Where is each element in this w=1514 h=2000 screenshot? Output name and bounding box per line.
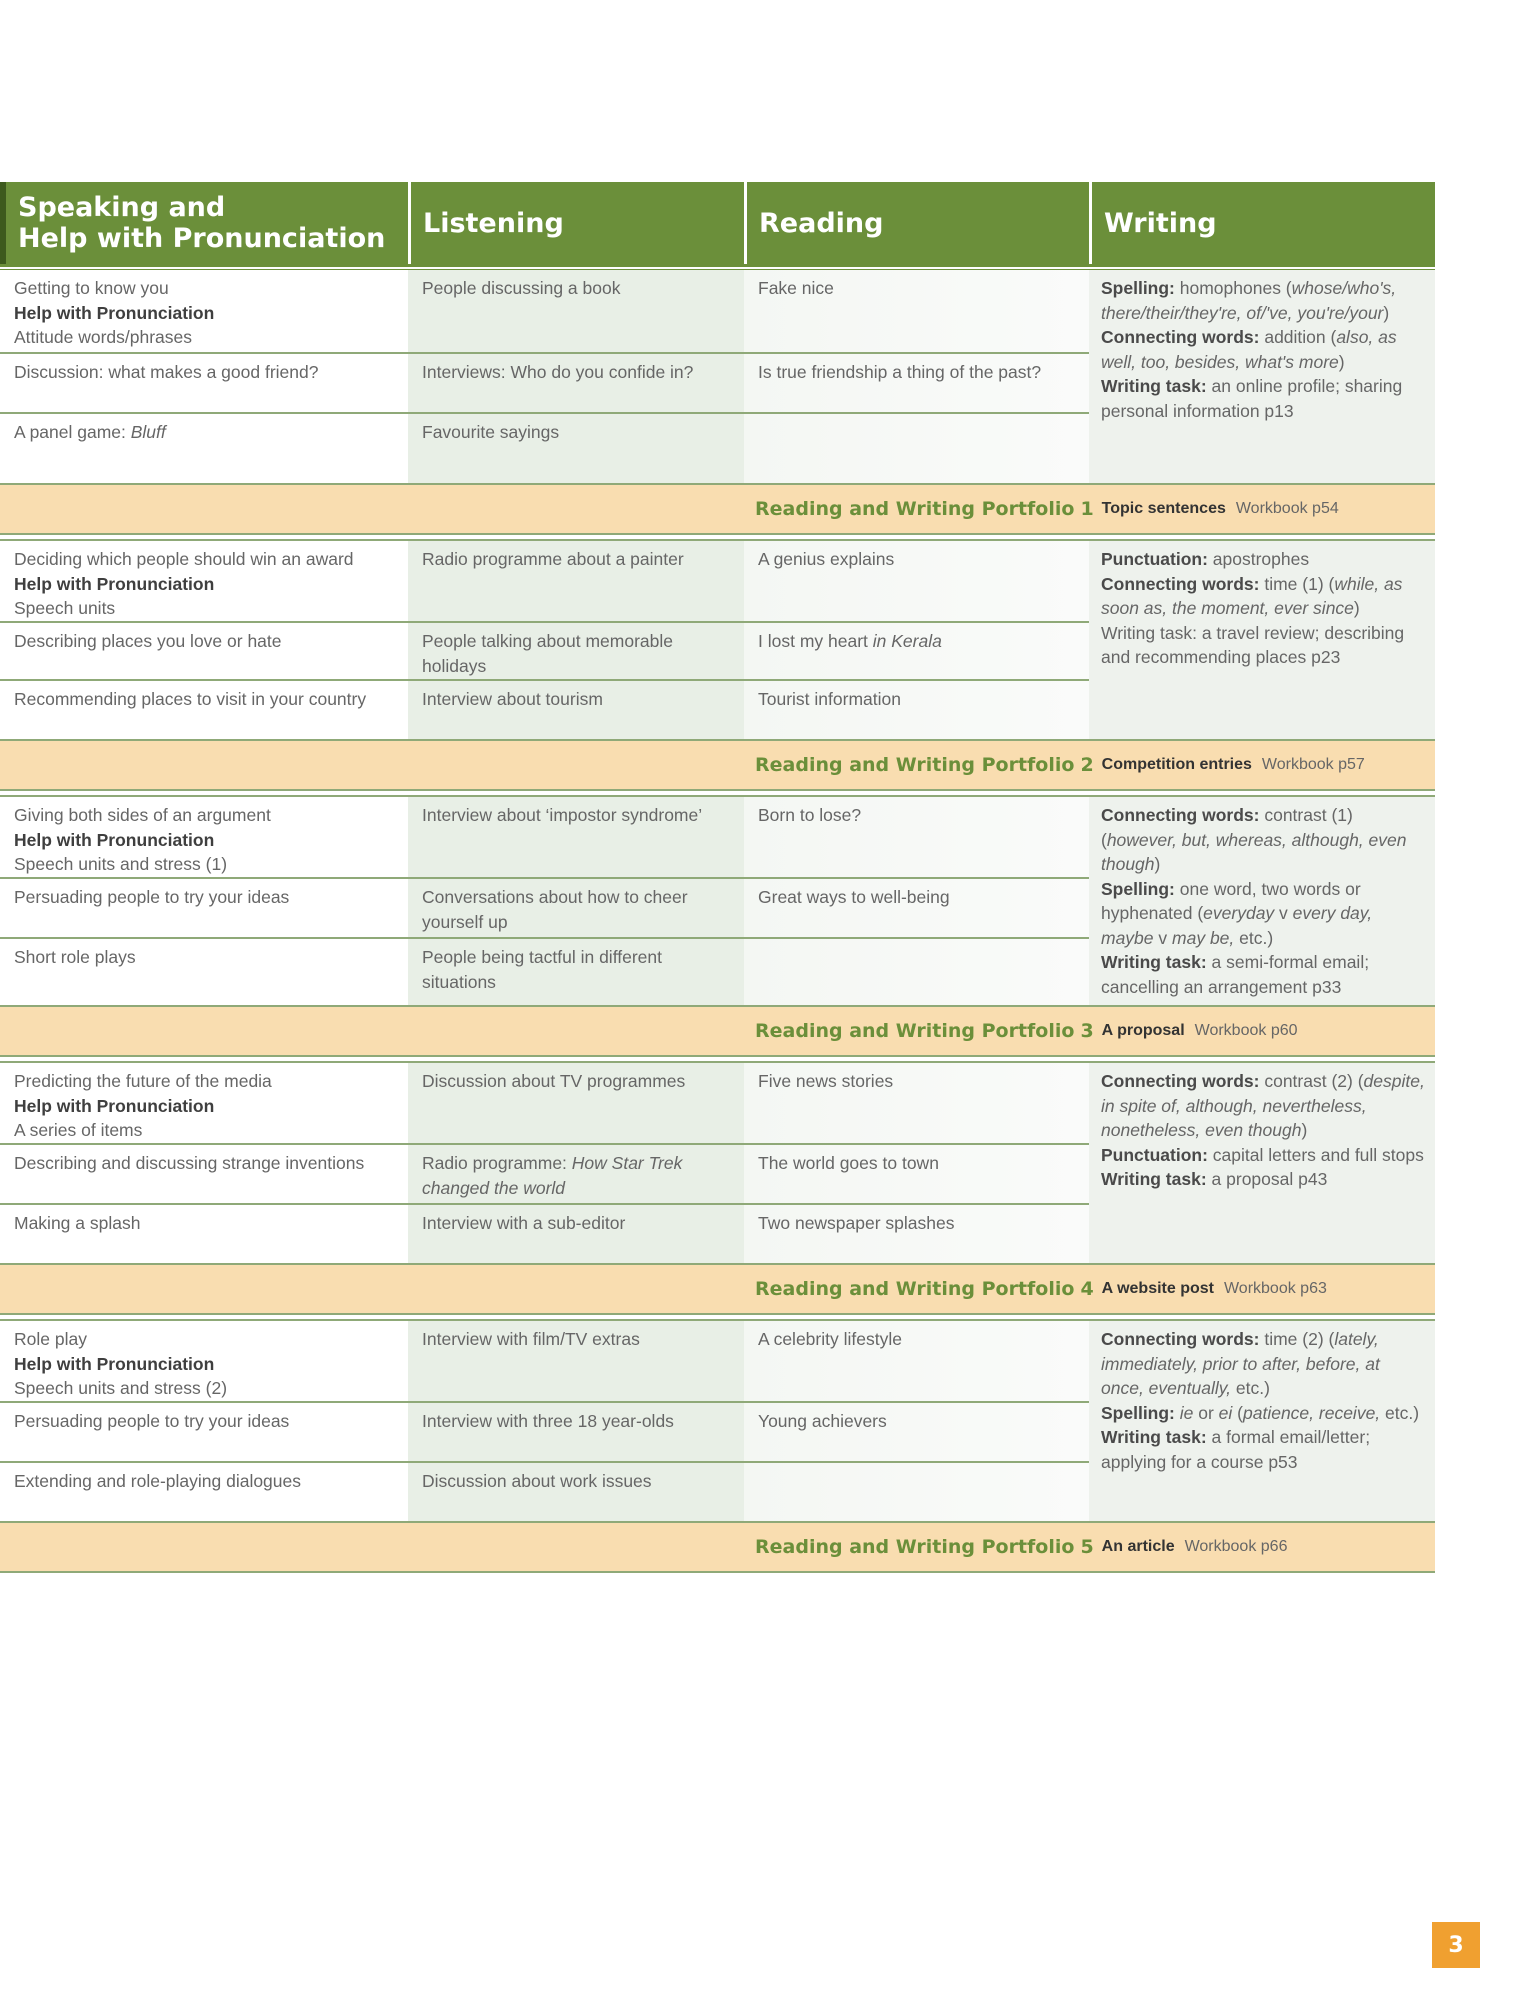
listening-cell: Discussion about TV programmes (422, 1071, 686, 1091)
speaking-cell: Discussion: what makes a good friend? (14, 362, 319, 382)
writing-item-label: Connecting words: (1101, 327, 1260, 347)
writing-item-examples: may be, (1172, 927, 1235, 948)
writing-item-label: Spelling: (1101, 278, 1175, 298)
help-with-pronunciation-label: Help with Pronunciation (14, 573, 215, 594)
table-row (0, 1063, 1089, 1143)
reading-cell: Fake nice (758, 278, 834, 298)
table-row (0, 414, 1089, 474)
writing-item-text: contrast (1) ( (1101, 805, 1353, 850)
listening-cell: People discussing a book (422, 278, 621, 298)
writing-item-text: a formal email/letter; applying for a course p53 (1101, 1427, 1371, 1472)
speaking-cell (0, 270, 408, 350)
speaking-cell (0, 797, 408, 877)
header-reading: Reading (744, 182, 1089, 264)
portfolio-bar (0, 1521, 1435, 1573)
speaking-cell (0, 541, 408, 621)
writing-item-text: a semi-formal email; cancelling an arrangement p33 (1101, 952, 1370, 997)
writing-item (1101, 621, 1425, 670)
portfolio-number: 1 (1080, 498, 1094, 520)
reading-cell (744, 939, 1089, 945)
unit-1 (0, 270, 1435, 483)
writing-cell (1089, 1063, 1435, 1263)
portfolio-workbook-ref: Workbook p60 (1194, 1022, 1298, 1039)
header-listening: Listening (408, 182, 744, 264)
reading-cell (744, 414, 1089, 420)
writing-item-text: ) (1383, 302, 1390, 323)
writing-item-text: a proposal p43 (1206, 1169, 1328, 1189)
portfolio-focus: An article (1101, 1538, 1175, 1555)
table-row (0, 1463, 1089, 1521)
portfolio-bar (0, 1263, 1435, 1315)
writing-item-text: addition ( (1259, 327, 1337, 347)
listening-cell: People being tactful in different situations (422, 947, 662, 992)
writing-item (1101, 1143, 1425, 1168)
reading-cell: Is true friendship a thing of the past? (758, 362, 1042, 382)
unit-4 (0, 1063, 1435, 1263)
listening-cell: Interview about ‘impostor syndrome’ (422, 805, 703, 825)
header-speaking-line2: Help with Pronunciation (18, 223, 386, 254)
writing-item-text: ) (1338, 351, 1345, 372)
reading-cell: Young achievers (758, 1411, 887, 1431)
unit-2 (0, 541, 1435, 739)
pronunciation-topic: Speech units (14, 598, 116, 618)
writing-item-text: or (1193, 1402, 1219, 1423)
writing-item-text: one word, two words or hyphenated ( (1101, 878, 1361, 923)
writing-item-examples: lately, immediately, prior to after, before, at once, eventually, (1101, 1329, 1380, 1398)
writing-item-label: Writing task: (1101, 952, 1207, 972)
writing-item-text: ) (1154, 854, 1161, 874)
writing-item-text: v (1274, 903, 1293, 923)
writing-cell (1089, 797, 1435, 1005)
reading-cell: A celebrity lifestyle (758, 1329, 902, 1349)
portfolio-number: 4 (1080, 1278, 1094, 1300)
table-row (0, 541, 1089, 621)
table-row (0, 1403, 1089, 1461)
reading-text: I lost my heart (758, 631, 873, 651)
writing-item-label: Writing task: (1101, 1169, 1207, 1189)
help-with-pronunciation-label: Help with Pronunciation (14, 829, 215, 850)
writing-item-examples: also, as well, too, besides, what's more (1101, 327, 1397, 372)
writing-item-text: capital letters and full stops (1207, 1144, 1424, 1165)
reading-cell: Born to lose? (758, 805, 862, 825)
writing-item (1101, 877, 1425, 951)
writing-item (1101, 1327, 1425, 1401)
speaking-cell: Persuading people to try your ideas (14, 1411, 290, 1431)
table-row (0, 623, 1089, 679)
reading-cell: Great ways to well-being (758, 887, 950, 907)
page-number: 3 (1432, 1922, 1480, 1968)
pronunciation-topic: Attitude words/phrases (14, 327, 193, 347)
listening-cell: Interview with a sub-editor (422, 1213, 626, 1233)
speaking-cell: Recommending places to visit in your country (14, 689, 367, 709)
portfolio-bar (0, 739, 1435, 791)
writing-item-text: ) (1301, 1120, 1308, 1140)
writing-item (1101, 325, 1425, 374)
writing-item-text: ( (1232, 1402, 1243, 1423)
portfolio-title: Reading and Writing Portfolio (755, 754, 1075, 776)
pronunciation-topic: Speech units and stress (1) (14, 854, 228, 874)
writing-item-text: etc.) (1231, 1378, 1270, 1398)
writing-cell (1089, 1321, 1435, 1521)
writing-item-label: Connecting words: (1101, 805, 1260, 825)
writing-item-label: Writing task: (1101, 1427, 1207, 1447)
speaking-topic: Role play (14, 1329, 87, 1349)
writing-item-examples: everyday (1203, 903, 1275, 923)
table-header (0, 182, 1435, 264)
table-row (0, 1205, 1089, 1263)
writing-item (1101, 1069, 1425, 1143)
listening-cell: Conversations about how to cheer yourself up (422, 887, 688, 932)
table-row (0, 939, 1089, 1005)
listening-cell: People talking about memorable holidays (422, 631, 673, 676)
help-with-pronunciation-label: Help with Pronunciation (14, 1353, 215, 1374)
reading-text-italic: in Kerala (872, 631, 942, 651)
writing-item-text: etc.) (1234, 927, 1274, 948)
portfolio-focus: Topic sentences (1101, 500, 1226, 517)
writing-item-examples: whose/who's, there/their/they're, of/'ve, you're/your (1101, 278, 1397, 323)
writing-item-examples: every day, maybe (1101, 903, 1373, 948)
unit-5 (0, 1321, 1435, 1521)
speaking-topic: Predicting the future of the media (14, 1071, 272, 1091)
writing-item-label: Punctuation: (1101, 549, 1208, 569)
speaking-cell: Describing places you love or hate (14, 631, 282, 651)
writing-item-label: Connecting words: (1101, 1071, 1260, 1091)
speaking-topic: Deciding which people should win an award (14, 549, 354, 569)
table-row (0, 879, 1089, 937)
listening-cell: Interview with three 18 year-olds (422, 1411, 674, 1431)
reading-cell: The world goes to town (758, 1153, 939, 1173)
speaking-topic: Getting to know you (14, 278, 169, 298)
listening-text: Radio programme: (422, 1153, 572, 1173)
portfolio-title: Reading and Writing Portfolio (755, 1020, 1075, 1042)
listening-cell: Favourite sayings (422, 422, 560, 442)
writing-item (1101, 950, 1425, 999)
listening-cell: Radio programme about a painter (422, 549, 684, 569)
portfolio-workbook-ref: Workbook p54 (1235, 500, 1339, 517)
speaking-text: A panel game: (14, 422, 131, 442)
portfolio-focus: Competition entries (1101, 756, 1252, 773)
reading-cell: Five news stories (758, 1071, 894, 1091)
listening-cell: Interviews: Who do you confide in? (422, 362, 694, 382)
writing-item-text: contrast (2) ( (1259, 1071, 1364, 1091)
writing-item (1101, 547, 1425, 572)
writing-item-label: Connecting words: (1101, 1329, 1260, 1349)
writing-item-examples: ie (1174, 1402, 1194, 1423)
table-row (0, 1321, 1089, 1401)
writing-item-label: Punctuation: (1101, 1144, 1208, 1165)
header-speaking (0, 182, 408, 264)
writing-item (1101, 1425, 1425, 1474)
writing-item-label: Spelling: (1101, 878, 1175, 899)
writing-item-text: apostrophes (1207, 549, 1310, 569)
writing-item-text: an online profile; sharing personal information p13 (1101, 376, 1403, 421)
portfolio-workbook-ref: Workbook p66 (1184, 1538, 1288, 1555)
portfolio-title: Reading and Writing Portfolio (755, 1278, 1075, 1300)
portfolio-focus: A proposal (1101, 1022, 1185, 1039)
portfolio-title: Reading and Writing Portfolio (755, 1536, 1075, 1558)
writing-item-label: Connecting words: (1101, 573, 1260, 594)
help-with-pronunciation-label: Help with Pronunciation (14, 1095, 215, 1116)
portfolio-bar (0, 483, 1435, 535)
writing-item-text: ) (1353, 598, 1360, 618)
writing-item-examples: however, but, whereas, although, even though (1101, 829, 1407, 874)
writing-item-text: Writing task: a travel review; describing and recommending places p23 (1101, 622, 1405, 667)
reading-cell: Tourist information (758, 689, 901, 709)
speaking-cell: Short role plays (14, 947, 136, 967)
listening-cell: Interview with film/TV extras (422, 1329, 640, 1349)
table-row (0, 270, 1089, 352)
listening-text-italic: How Star Trek changed the world (422, 1153, 683, 1198)
writing-item-examples: despite, in spite of, although, nevertheless, nonetheless, even though (1101, 1071, 1425, 1140)
writing-item (1101, 803, 1425, 877)
reading-cell (744, 1463, 1089, 1469)
writing-item-examples: patience, receive, (1243, 1402, 1381, 1423)
reading-cell: A genius explains (758, 549, 895, 569)
writing-item-label: Writing task: (1101, 376, 1207, 396)
speaking-cell: Persuading people to try your ideas (14, 887, 290, 907)
speaking-cell (0, 1321, 408, 1401)
writing-item (1101, 572, 1425, 621)
portfolio-workbook-ref: Workbook p57 (1261, 756, 1365, 773)
writing-item-examples: ei (1218, 1402, 1233, 1423)
portfolio-number: 5 (1080, 1536, 1094, 1558)
portfolio-workbook-ref: Workbook p63 (1223, 1280, 1327, 1297)
table-row (0, 1145, 1089, 1203)
writing-cell (1089, 541, 1435, 739)
writing-item (1101, 374, 1425, 423)
writing-item-text: homophones ( (1174, 278, 1292, 298)
speaking-cell: Making a splash (14, 1213, 141, 1233)
speaking-cell: Extending and role-playing dialogues (14, 1471, 302, 1491)
writing-item-text: time (1) ( (1259, 573, 1335, 594)
writing-item (1101, 1401, 1425, 1426)
writing-item-label: Spelling: (1101, 1402, 1175, 1423)
speaking-cell: Describing and discussing strange inventions (14, 1153, 365, 1173)
table-row (0, 354, 1089, 412)
header-speaking-line1: Speaking and (18, 192, 226, 223)
table-row (0, 681, 1089, 739)
portfolio-title: Reading and Writing Portfolio (755, 498, 1075, 520)
contents-table (0, 182, 1435, 1573)
portfolio-number: 2 (1080, 754, 1094, 776)
portfolio-number: 3 (1080, 1020, 1094, 1042)
writing-cell (1089, 270, 1435, 483)
writing-item-examples: while, as soon as, the moment, ever since (1101, 573, 1403, 618)
writing-item (1101, 276, 1425, 325)
writing-item-text: v (1153, 927, 1173, 948)
writing-item-text: etc.) (1380, 1402, 1420, 1423)
speaking-topic: Giving both sides of an argument (14, 805, 271, 825)
pronunciation-topic: Speech units and stress (2) (14, 1378, 228, 1398)
writing-item (1101, 1167, 1425, 1192)
pronunciation-topic: A series of items (14, 1120, 143, 1140)
speaking-cell (0, 414, 408, 445)
reading-cell (744, 623, 1089, 654)
listening-cell (408, 1145, 744, 1200)
speaking-text-italic: Bluff (130, 422, 166, 442)
speaking-cell (0, 1063, 408, 1143)
unit-3 (0, 797, 1435, 1005)
listening-cell: Interview about tourism (422, 689, 603, 709)
portfolio-bar (0, 1005, 1435, 1057)
header-writing: Writing (1089, 182, 1435, 264)
help-with-pronunciation-label: Help with Pronunciation (14, 302, 215, 323)
listening-cell: Discussion about work issues (422, 1471, 652, 1491)
portfolio-focus: A website post (1101, 1280, 1214, 1297)
writing-item-text: time (2) ( (1259, 1329, 1335, 1349)
table-row (0, 797, 1089, 877)
reading-cell: Two newspaper splashes (758, 1213, 955, 1233)
